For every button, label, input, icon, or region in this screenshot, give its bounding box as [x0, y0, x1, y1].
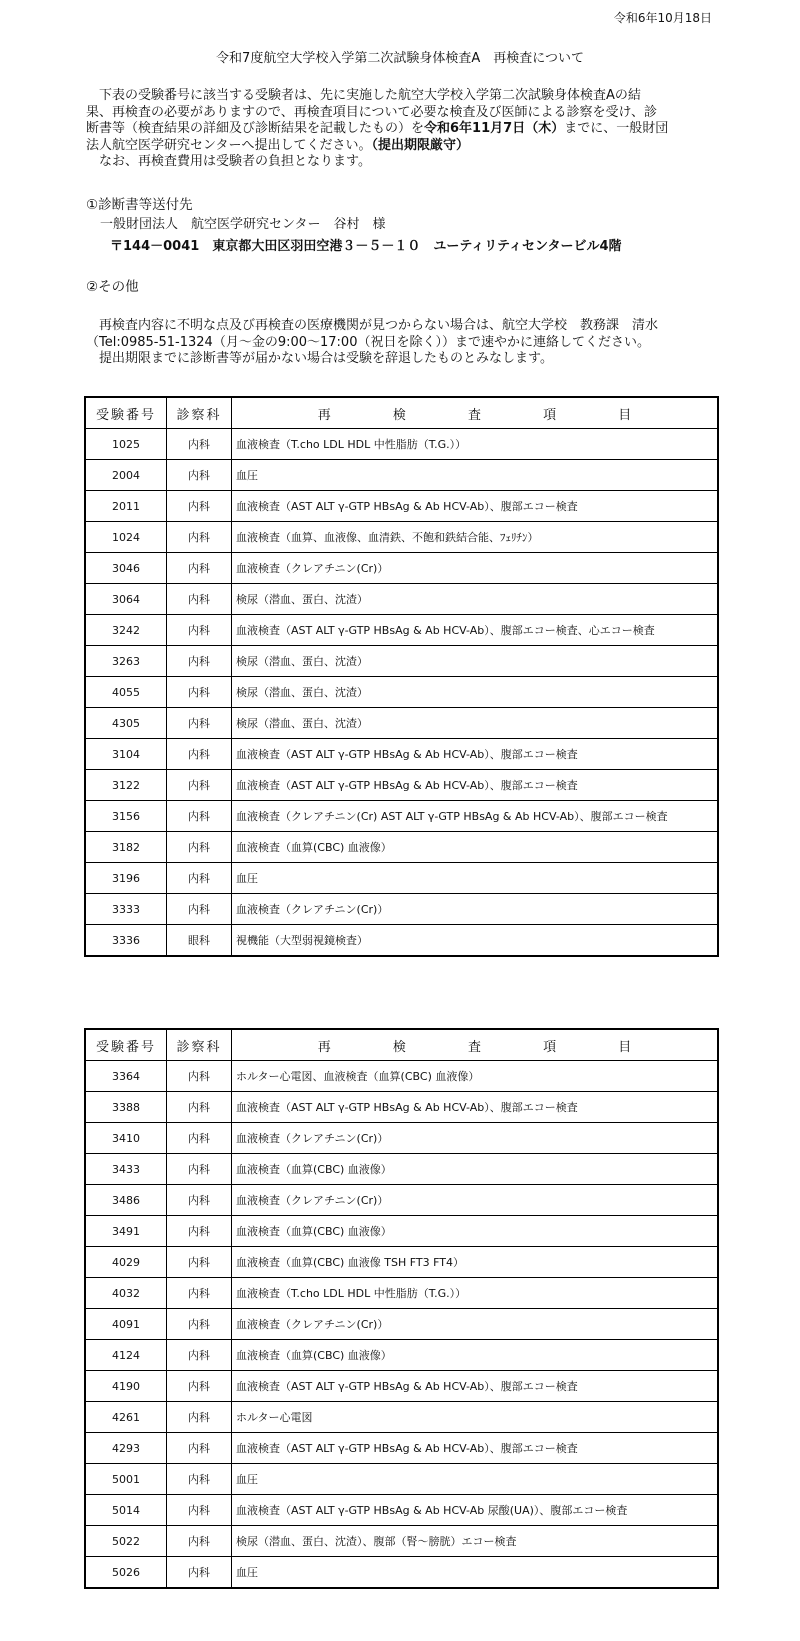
intro-line: [86, 138, 716, 155]
header-retest-items: 再 検 査 項 目: [232, 1029, 719, 1061]
exam-number-cell: 4029: [85, 1247, 167, 1278]
exam-number-cell: 3333: [85, 894, 167, 925]
department-cell: 内科: [167, 1278, 232, 1309]
department-cell: 内科: [167, 429, 232, 460]
department-cell: 内科: [167, 553, 232, 584]
retest-items-cell: 血液検査（AST ALT γ-GTP HBsAg & Ab HCV-Ab）、腹部エコー検査: [232, 1092, 719, 1123]
exam-number-cell: 3156: [85, 801, 167, 832]
intro-text: 法人航空医学研究センターへ提出してください。: [86, 137, 372, 153]
table-row: [85, 1247, 718, 1278]
department-cell: 内科: [167, 1340, 232, 1371]
retest-items-cell: 血液検査（血算(CBC) 血液像）: [232, 832, 719, 863]
document-title: 令和7度航空大学校入学第二次試験身体検査A 再検査について: [216, 51, 584, 66]
table-row: [85, 1402, 718, 1433]
exam-number-cell: 4124: [85, 1340, 167, 1371]
department-cell: 内科: [167, 1371, 232, 1402]
exam-number-cell: 4032: [85, 1278, 167, 1309]
exam-number-cell: 3064: [85, 584, 167, 615]
exam-number-cell: 4055: [85, 677, 167, 708]
table-row: [85, 801, 718, 832]
department-cell: 内科: [167, 1123, 232, 1154]
department-cell: 内科: [167, 1557, 232, 1589]
retest-items-cell: 血液検査（血算(CBC) 血液像）: [232, 1216, 719, 1247]
department-cell: 内科: [167, 1526, 232, 1557]
exam-number-cell: 5001: [85, 1464, 167, 1495]
exam-number-cell: 3336: [85, 925, 167, 957]
retest-items-cell: 血液検査（血算(CBC) 血液像）: [232, 1340, 719, 1371]
table-row: [85, 770, 718, 801]
department-cell: 内科: [167, 894, 232, 925]
department-cell: 内科: [167, 1061, 232, 1092]
other-line: （Tel:0985-51-1324（月～金の9:00～17:00（祝日を除く））まで速やかに連絡してください。: [86, 334, 650, 350]
intro-text: までに、一般財団: [564, 121, 669, 137]
exam-number-cell: 5014: [85, 1495, 167, 1526]
retest-items-cell: 血液検査（AST ALT γ-GTP HBsAg & Ab HCV-Ab）、腹部エコー検査: [232, 770, 719, 801]
department-cell: 内科: [167, 1495, 232, 1526]
exam-number-cell: 4091: [85, 1309, 167, 1340]
table-row: [85, 1123, 718, 1154]
table-row: [85, 708, 718, 739]
exam-number-cell: 4293: [85, 1433, 167, 1464]
exam-number-cell: 3182: [85, 832, 167, 863]
table-body-1: [85, 429, 718, 957]
table-row: [85, 1526, 718, 1557]
exam-number-cell: 3433: [85, 1154, 167, 1185]
table-row: [85, 460, 718, 491]
department-cell: 内科: [167, 677, 232, 708]
table-body-2: [85, 1061, 718, 1589]
table-row: [85, 1185, 718, 1216]
exam-number-cell: 3364: [85, 1061, 167, 1092]
retest-items-cell: 血液検査（クレアチニン(Cr)）: [232, 1185, 719, 1216]
department-cell: 内科: [167, 1402, 232, 1433]
exam-number-cell: 3263: [85, 646, 167, 677]
table-row: [85, 1433, 718, 1464]
retest-items-cell: 血液検査（AST ALT γ-GTP HBsAg & Ab HCV-Ab）、腹部エコー検査、心エコー検査: [232, 615, 719, 646]
table-row: [85, 1340, 718, 1371]
retest-table-2: [84, 1028, 719, 1589]
department-cell: 内科: [167, 708, 232, 739]
table-header-row: [85, 1029, 718, 1061]
retest-items-cell: 血液検査（AST ALT γ-GTP HBsAg & Ab HCV-Ab）、腹部エコー検査: [232, 1371, 719, 1402]
exam-number-cell: 1024: [85, 522, 167, 553]
table-row: [85, 863, 718, 894]
retest-items-cell: 血液検査（クレアチニン(Cr)）: [232, 553, 719, 584]
retest-items-cell: 血液検査（クレアチニン(Cr)）: [232, 1309, 719, 1340]
department-cell: 内科: [167, 863, 232, 894]
department-cell: 内科: [167, 801, 232, 832]
table-row: [85, 429, 718, 460]
table-row: [85, 739, 718, 770]
retest-items-cell: 血液検査（T.cho LDL HDL 中性脂肪（T.G.））: [232, 1278, 719, 1309]
table-row: [85, 1371, 718, 1402]
table-row: [85, 1278, 718, 1309]
header-retest-items: 再 検 査 項 目: [232, 397, 719, 429]
other-paragraph: [86, 318, 716, 368]
retest-items-cell: 血液検査（血算(CBC) 血液像 TSH FT3 FT4）: [232, 1247, 719, 1278]
retest-items-cell: 検尿（潜血、蛋白、沈渣）: [232, 584, 719, 615]
intro-line: なお、再検査費用は受験者の負担となります。: [99, 154, 371, 170]
intro-line: 下表の受験番号に該当する受験者は、先に実施した航空大学校入学第二次試験身体検査Aの結: [99, 88, 641, 103]
retest-items-cell: 血液検査（T.cho LDL HDL 中性脂肪（T.G.））: [232, 429, 719, 460]
table-row: [85, 615, 718, 646]
retest-items-cell: 血圧: [232, 1557, 719, 1589]
other-line: 再検査内容に不明な点及び再検査の医療機関が見つからない場合は、航空大学校 教務課 清水: [99, 318, 659, 333]
retest-items-cell: 検尿（潜血、蛋白、沈渣）: [232, 646, 719, 677]
exam-number-cell: 3196: [85, 863, 167, 894]
retest-items-cell: 検尿（潜血、蛋白、沈渣）、腹部（腎～膀胱）エコー検査: [232, 1526, 719, 1557]
retest-items-cell: 血液検査（AST ALT γ-GTP HBsAg & Ab HCV-Ab）、腹部エコー検査: [232, 1433, 719, 1464]
department-cell: 内科: [167, 1154, 232, 1185]
department-cell: 内科: [167, 739, 232, 770]
other-line: 提出期限までに診断書等が届かない場合は受験を辞退したものとみなします。: [99, 351, 553, 367]
exam-number-cell: 5022: [85, 1526, 167, 1557]
table-row: [85, 1092, 718, 1123]
department-cell: 内科: [167, 1464, 232, 1495]
department-cell: 内科: [167, 584, 232, 615]
destination-organization: 一般財団法人 航空医学研究センター 谷村 様: [100, 217, 386, 232]
department-cell: 内科: [167, 1247, 232, 1278]
exam-number-cell: 3046: [85, 553, 167, 584]
exam-number-cell: 3410: [85, 1123, 167, 1154]
department-cell: 内科: [167, 1216, 232, 1247]
deadline-notice: （提出期限厳守）: [371, 137, 469, 153]
document-date: 令和6年10月18日: [613, 11, 712, 25]
section-heading-other: ②その他: [86, 279, 139, 295]
retest-items-cell: 血圧: [232, 1464, 719, 1495]
retest-items-cell: 血液検査（血算、血液像、血清鉄、不飽和鉄結合能、ﾌｪﾘﾁﾝ）: [232, 522, 719, 553]
table-header-row: [85, 397, 718, 429]
table-row: [85, 553, 718, 584]
retest-items-cell: 血液検査（クレアチニン(Cr)）: [232, 1123, 719, 1154]
table-row: [85, 584, 718, 615]
destination-address: 〒144－0041 東京都大田区羽田空港３－５－１０ ユーティリティセンタービル4階: [110, 239, 622, 254]
table-row: [85, 1154, 718, 1185]
retest-items-cell: 血液検査（AST ALT γ-GTP HBsAg & Ab HCV-Ab）、腹部エコー検査: [232, 491, 719, 522]
retest-items-cell: 血液検査（AST ALT γ-GTP HBsAg & Ab HCV-Ab）、腹部エコー検査: [232, 739, 719, 770]
retest-items-cell: 血液検査（血算(CBC) 血液像）: [232, 1154, 719, 1185]
department-cell: 内科: [167, 491, 232, 522]
retest-items-cell: 検尿（潜血、蛋白、沈渣）: [232, 708, 719, 739]
exam-number-cell: 2011: [85, 491, 167, 522]
table-row: [85, 925, 718, 957]
exam-number-cell: 3104: [85, 739, 167, 770]
exam-number-cell: 2004: [85, 460, 167, 491]
department-cell: 内科: [167, 1309, 232, 1340]
department-cell: 内科: [167, 1433, 232, 1464]
department-cell: 内科: [167, 460, 232, 491]
retest-items-cell: 血圧: [232, 460, 719, 491]
department-cell: 内科: [167, 522, 232, 553]
exam-number-cell: 4190: [85, 1371, 167, 1402]
exam-number-cell: 3491: [85, 1216, 167, 1247]
table-row: [85, 491, 718, 522]
exam-number-cell: 3486: [85, 1185, 167, 1216]
retest-items-cell: 検尿（潜血、蛋白、沈渣）: [232, 677, 719, 708]
retest-items-cell: ホルター心電図: [232, 1402, 719, 1433]
table-row: [85, 1464, 718, 1495]
header-exam-number: 受験番号: [85, 1029, 167, 1061]
retest-table-1: [84, 396, 719, 957]
intro-line: [86, 121, 716, 138]
table-row: [85, 1061, 718, 1092]
header-department: 診察科: [167, 397, 232, 429]
department-cell: 眼科: [167, 925, 232, 957]
exam-number-cell: 1025: [85, 429, 167, 460]
section-heading-destination: ①診断書等送付先: [86, 197, 193, 213]
department-cell: 内科: [167, 1092, 232, 1123]
intro-paragraph: [86, 88, 716, 171]
table-row: [85, 1216, 718, 1247]
department-cell: 内科: [167, 1185, 232, 1216]
retest-items-cell: 血液検査（AST ALT γ-GTP HBsAg & Ab HCV-Ab 尿酸(UA)）、腹部エコー検査: [232, 1495, 719, 1526]
table-row: [85, 832, 718, 863]
retest-items-cell: 血液検査（クレアチニン(Cr)）: [232, 894, 719, 925]
deadline-date: 令和6年11月7日（木）: [424, 121, 565, 137]
table-row: [85, 677, 718, 708]
table-row: [85, 1495, 718, 1526]
exam-number-cell: 5026: [85, 1557, 167, 1589]
retest-items-cell: 視機能（大型弱視鏡検査）: [232, 925, 719, 957]
intro-text: 断書等（検査結果の詳細及び診断結果を記載したもの）を: [86, 121, 425, 137]
header-exam-number: 受験番号: [85, 397, 167, 429]
table-row: [85, 894, 718, 925]
retest-items-cell: 血圧: [232, 863, 719, 894]
table-row: [85, 646, 718, 677]
department-cell: 内科: [167, 832, 232, 863]
exam-number-cell: 3388: [85, 1092, 167, 1123]
table-row: [85, 522, 718, 553]
table-row: [85, 1309, 718, 1340]
table-row: [85, 1557, 718, 1589]
exam-number-cell: 4305: [85, 708, 167, 739]
department-cell: 内科: [167, 615, 232, 646]
header-department: 診察科: [167, 1029, 232, 1061]
retest-items-cell: 血液検査（クレアチニン(Cr) AST ALT γ-GTP HBsAg & Ab HCV-Ab）、腹部エコー検査: [232, 801, 719, 832]
retest-items-cell: ホルター心電図、血液検査（血算(CBC) 血液像）: [232, 1061, 719, 1092]
department-cell: 内科: [167, 646, 232, 677]
exam-number-cell: 3122: [85, 770, 167, 801]
exam-number-cell: 4261: [85, 1402, 167, 1433]
department-cell: 内科: [167, 770, 232, 801]
intro-line: 果、再検査の必要がありますので、再検査項目について必要な検査及び医師による診察を受け、診: [86, 104, 657, 120]
exam-number-cell: 3242: [85, 615, 167, 646]
